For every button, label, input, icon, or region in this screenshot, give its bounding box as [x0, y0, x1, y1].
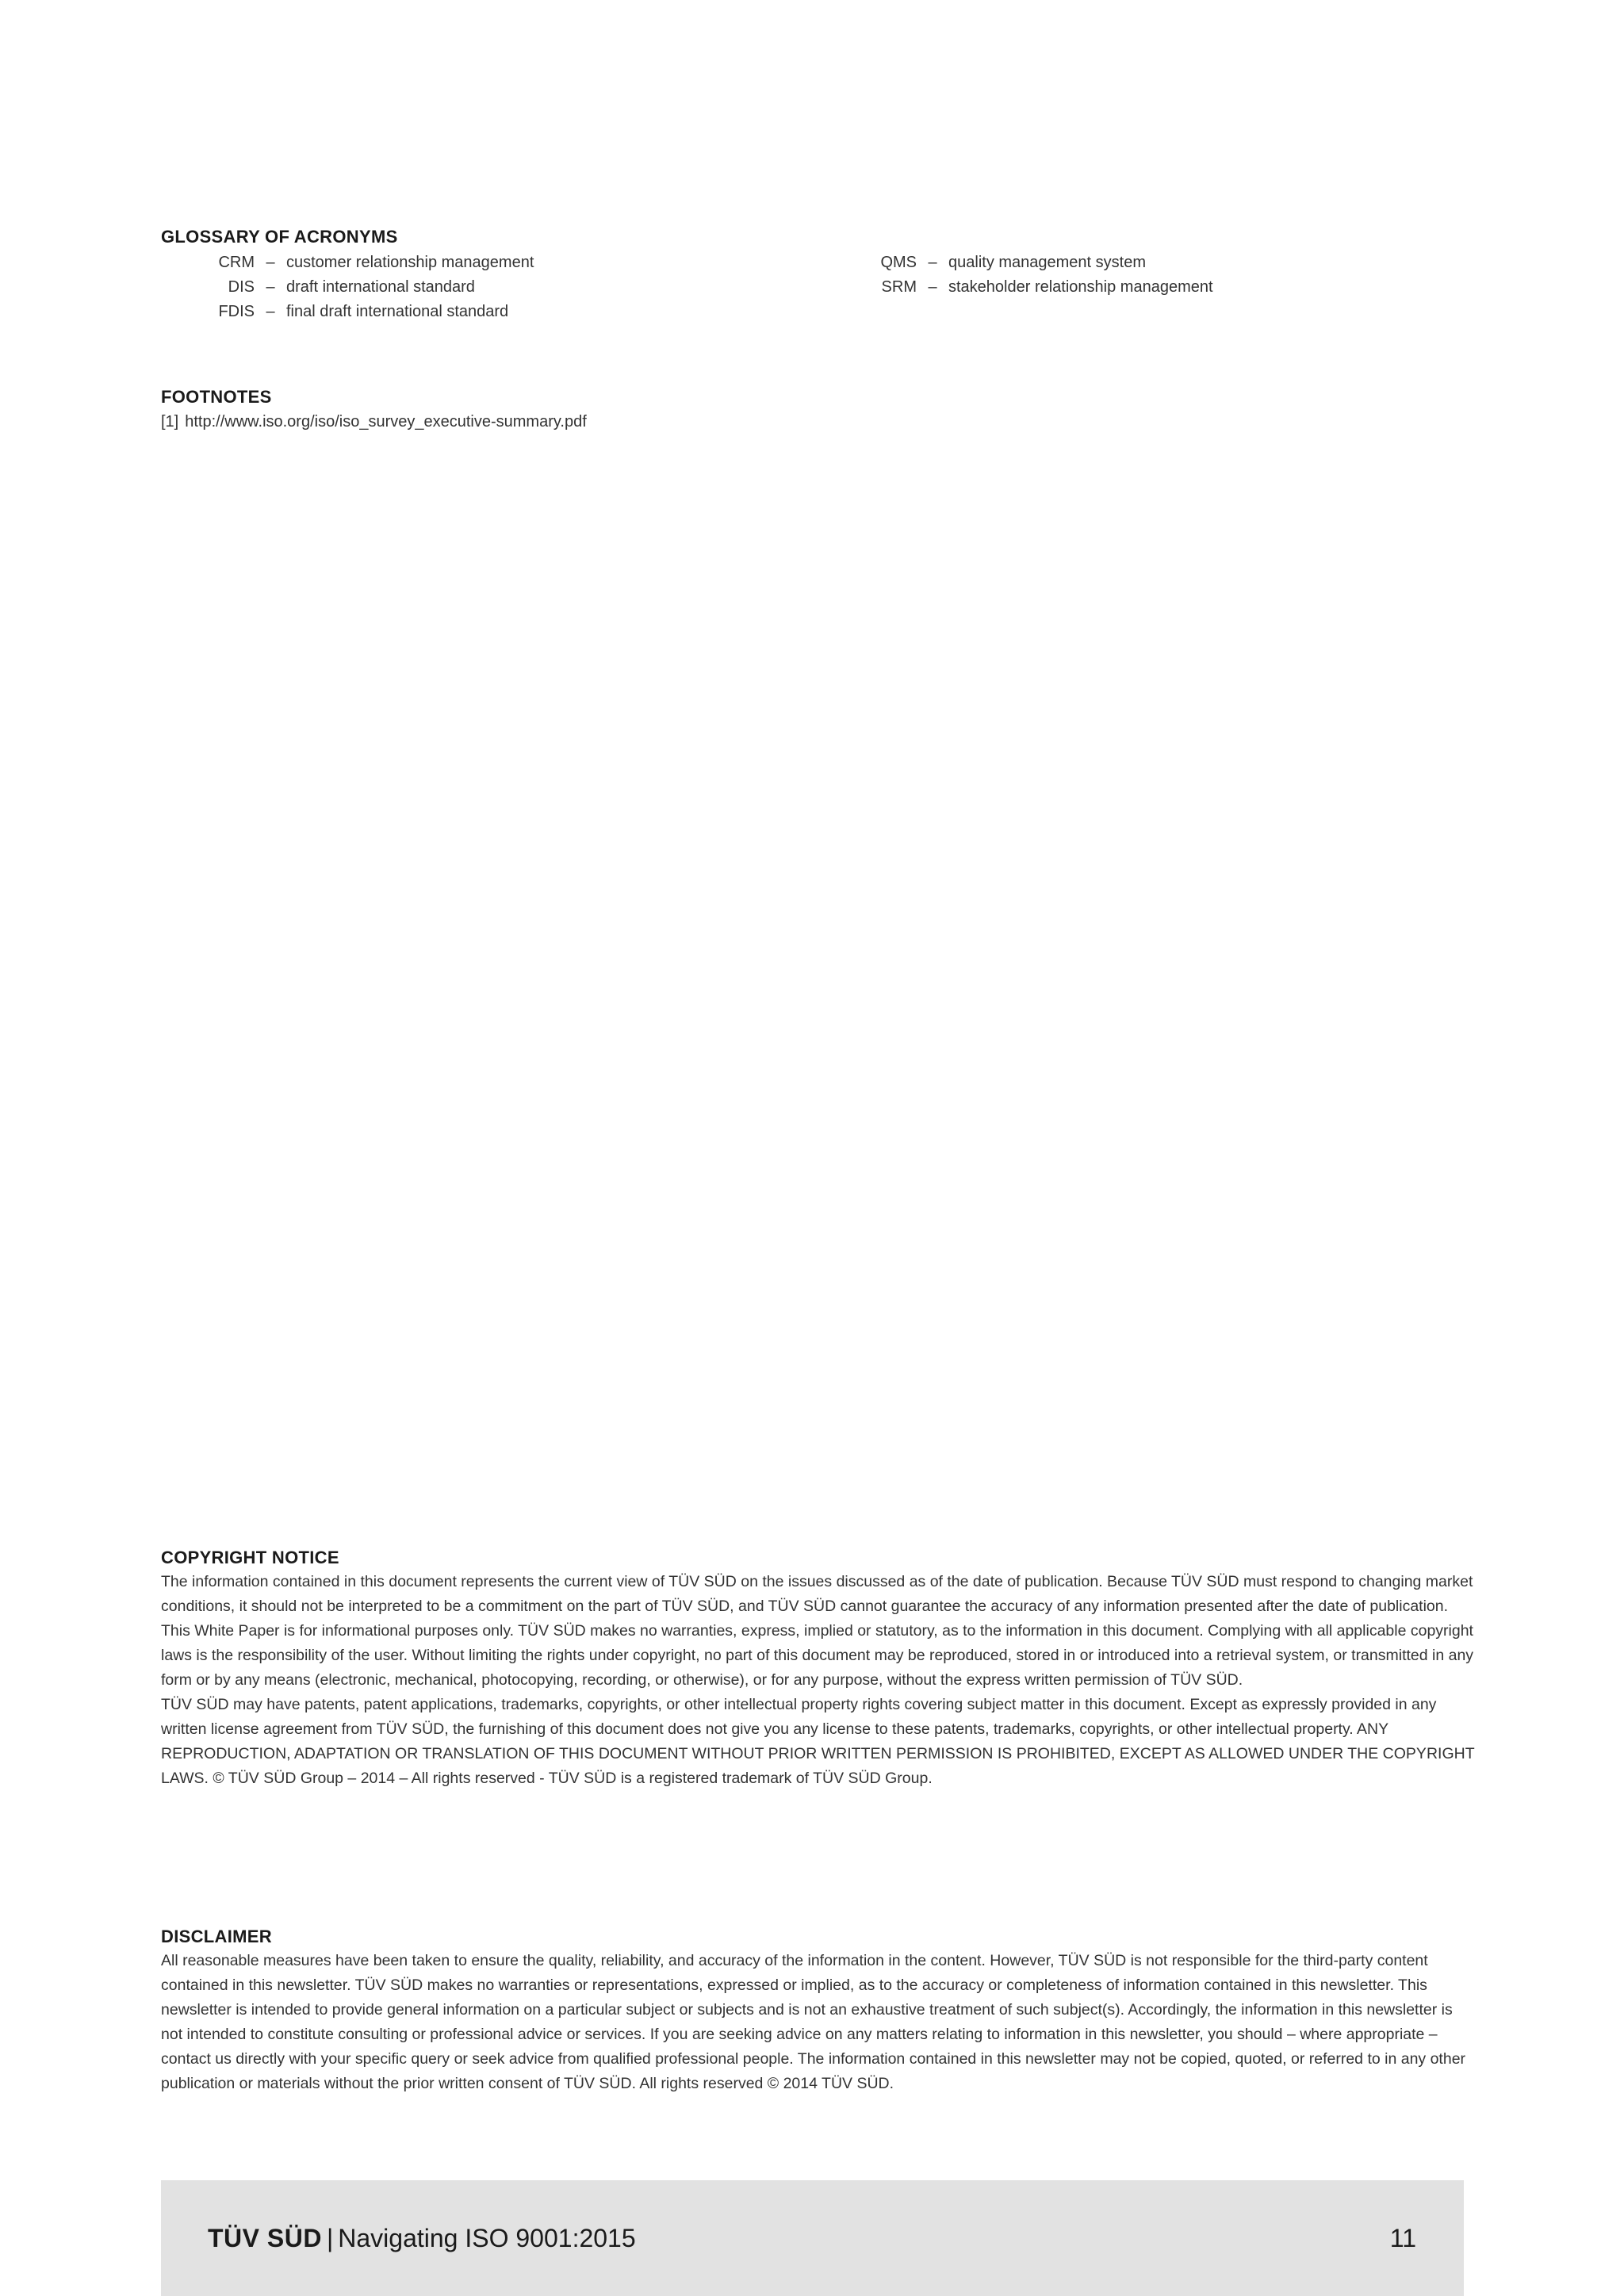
definition: customer relationship management	[286, 254, 534, 271]
footnote-number: [1]	[161, 413, 179, 430]
glossary-entry	[161, 251, 534, 275]
dash: –	[928, 278, 937, 296]
dash: –	[266, 303, 275, 320]
acronym: SRM	[881, 278, 917, 296]
footnote-item	[161, 410, 587, 434]
copyright-heading: COPYRIGHT NOTICE	[161, 1548, 339, 1567]
copyright-body	[161, 1570, 1477, 1791]
footer-title	[208, 2224, 636, 2253]
disclaimer-body	[161, 1949, 1477, 2096]
dash: –	[266, 254, 275, 271]
glossary-entry	[161, 300, 534, 324]
acronym: DIS	[228, 278, 255, 296]
glossary-right-column	[872, 251, 1213, 300]
dash: –	[266, 278, 275, 296]
separator: |	[326, 2224, 334, 2252]
glossary-entry	[872, 251, 1213, 275]
acronym: CRM	[218, 254, 255, 271]
footnote-link[interactable]: http://www.iso.org/iso/iso_survey_executive-summary.pdf	[185, 413, 587, 430]
page-number: 11	[1389, 2224, 1416, 2252]
glossary-heading: GLOSSARY OF ACRONYMS	[161, 227, 398, 247]
glossary-left-column	[161, 251, 534, 324]
disclaimer-paragraph: All reasonable measures have been taken to ensure the quality, reliability, and accuracy of the information in the content. However, TÜV SÜD is not responsible for the third-party content contained in this newsletter. TÜV SÜD makes no warranties or representations, expressed or implied, as to the accuracy or completeness of information contained in this newsletter. This newsletter is intended to provide general information on a particular subject or subjects and is not an exhaustive treatment of such subject(s). Accordingly, the information in this newsletter is not intended to constitute consulting or professional advice or services. If you are seeking advice on any matters relating to information in this newsletter, you should – where appropriate – contact us directly with your specific query or seek advice from qualified professional people. The information contained in this newsletter may not be copied, quoted, or referred to in any other publication or materials without the prior written consent of TÜV SÜD. All rights reserved © 2014 TÜV SÜD.	[161, 1952, 1466, 2092]
copyright-paragraph: TÜV SÜD may have patents, patent applications, trademarks, copyrights, or other intellectual property rights covering subject matter in this document. Except as expressly provided in any written license agreement from TÜV SÜD, the furnishing of this document does not give you any license to these patents, trademarks, copyrights, or other intellectual property. ANY REPRODUCTION, ADAPTATION OR TRANSLATION OF THIS DOCUMENT WITHOUT PRIOR WRITTEN PERMISSION IS PROHIBITED, EXCEPT AS ALLOWED UNDER THE COPYRIGHT LAWS. © TÜV SÜD Group – 2014 – All rights reserved - TÜV SÜD is a registered trademark of TÜV SÜD Group.	[161, 1696, 1475, 1787]
dash: –	[928, 254, 937, 271]
glossary-entry	[872, 275, 1213, 300]
definition: quality management system	[948, 254, 1147, 271]
definition: draft international standard	[286, 278, 475, 296]
document-title: Navigating ISO 9001:2015	[338, 2224, 636, 2252]
brand-name: TÜV SÜD	[208, 2224, 322, 2252]
acronym: FDIS	[218, 303, 255, 320]
acronym: QMS	[880, 254, 917, 271]
footnotes-heading: FOOTNOTES	[161, 387, 272, 407]
copyright-paragraph: The information contained in this document represents the current view of TÜV SÜD on the issues discussed as of the date of publication. Because TÜV SÜD must respond to changing market conditions, it should not be interpreted to be a commitment on the part of TÜV SÜD, and TÜV SÜD cannot guarantee the accuracy of any information presented after the date of publication.	[161, 1573, 1473, 1615]
definition: final draft international standard	[286, 303, 509, 320]
copyright-paragraph: This White Paper is for informational purposes only. TÜV SÜD makes no warranties, express, implied or statutory, as to the information in this document. Complying with all applicable copyright laws is the responsibility of the user. Without limiting the rights under copyright, no part of this document may be reproduced, stored in or introduced into a retrieval system, or transmitted in any form or by any means (electronic, mechanical, photocopying, recording, or otherwise), or for any purpose, without the express written permission of TÜV SÜD.	[161, 1622, 1474, 1689]
glossary-entry	[161, 275, 534, 300]
page-footer	[161, 2180, 1464, 2296]
disclaimer-heading: DISCLAIMER	[161, 1927, 272, 1946]
definition: stakeholder relationship management	[948, 278, 1213, 296]
